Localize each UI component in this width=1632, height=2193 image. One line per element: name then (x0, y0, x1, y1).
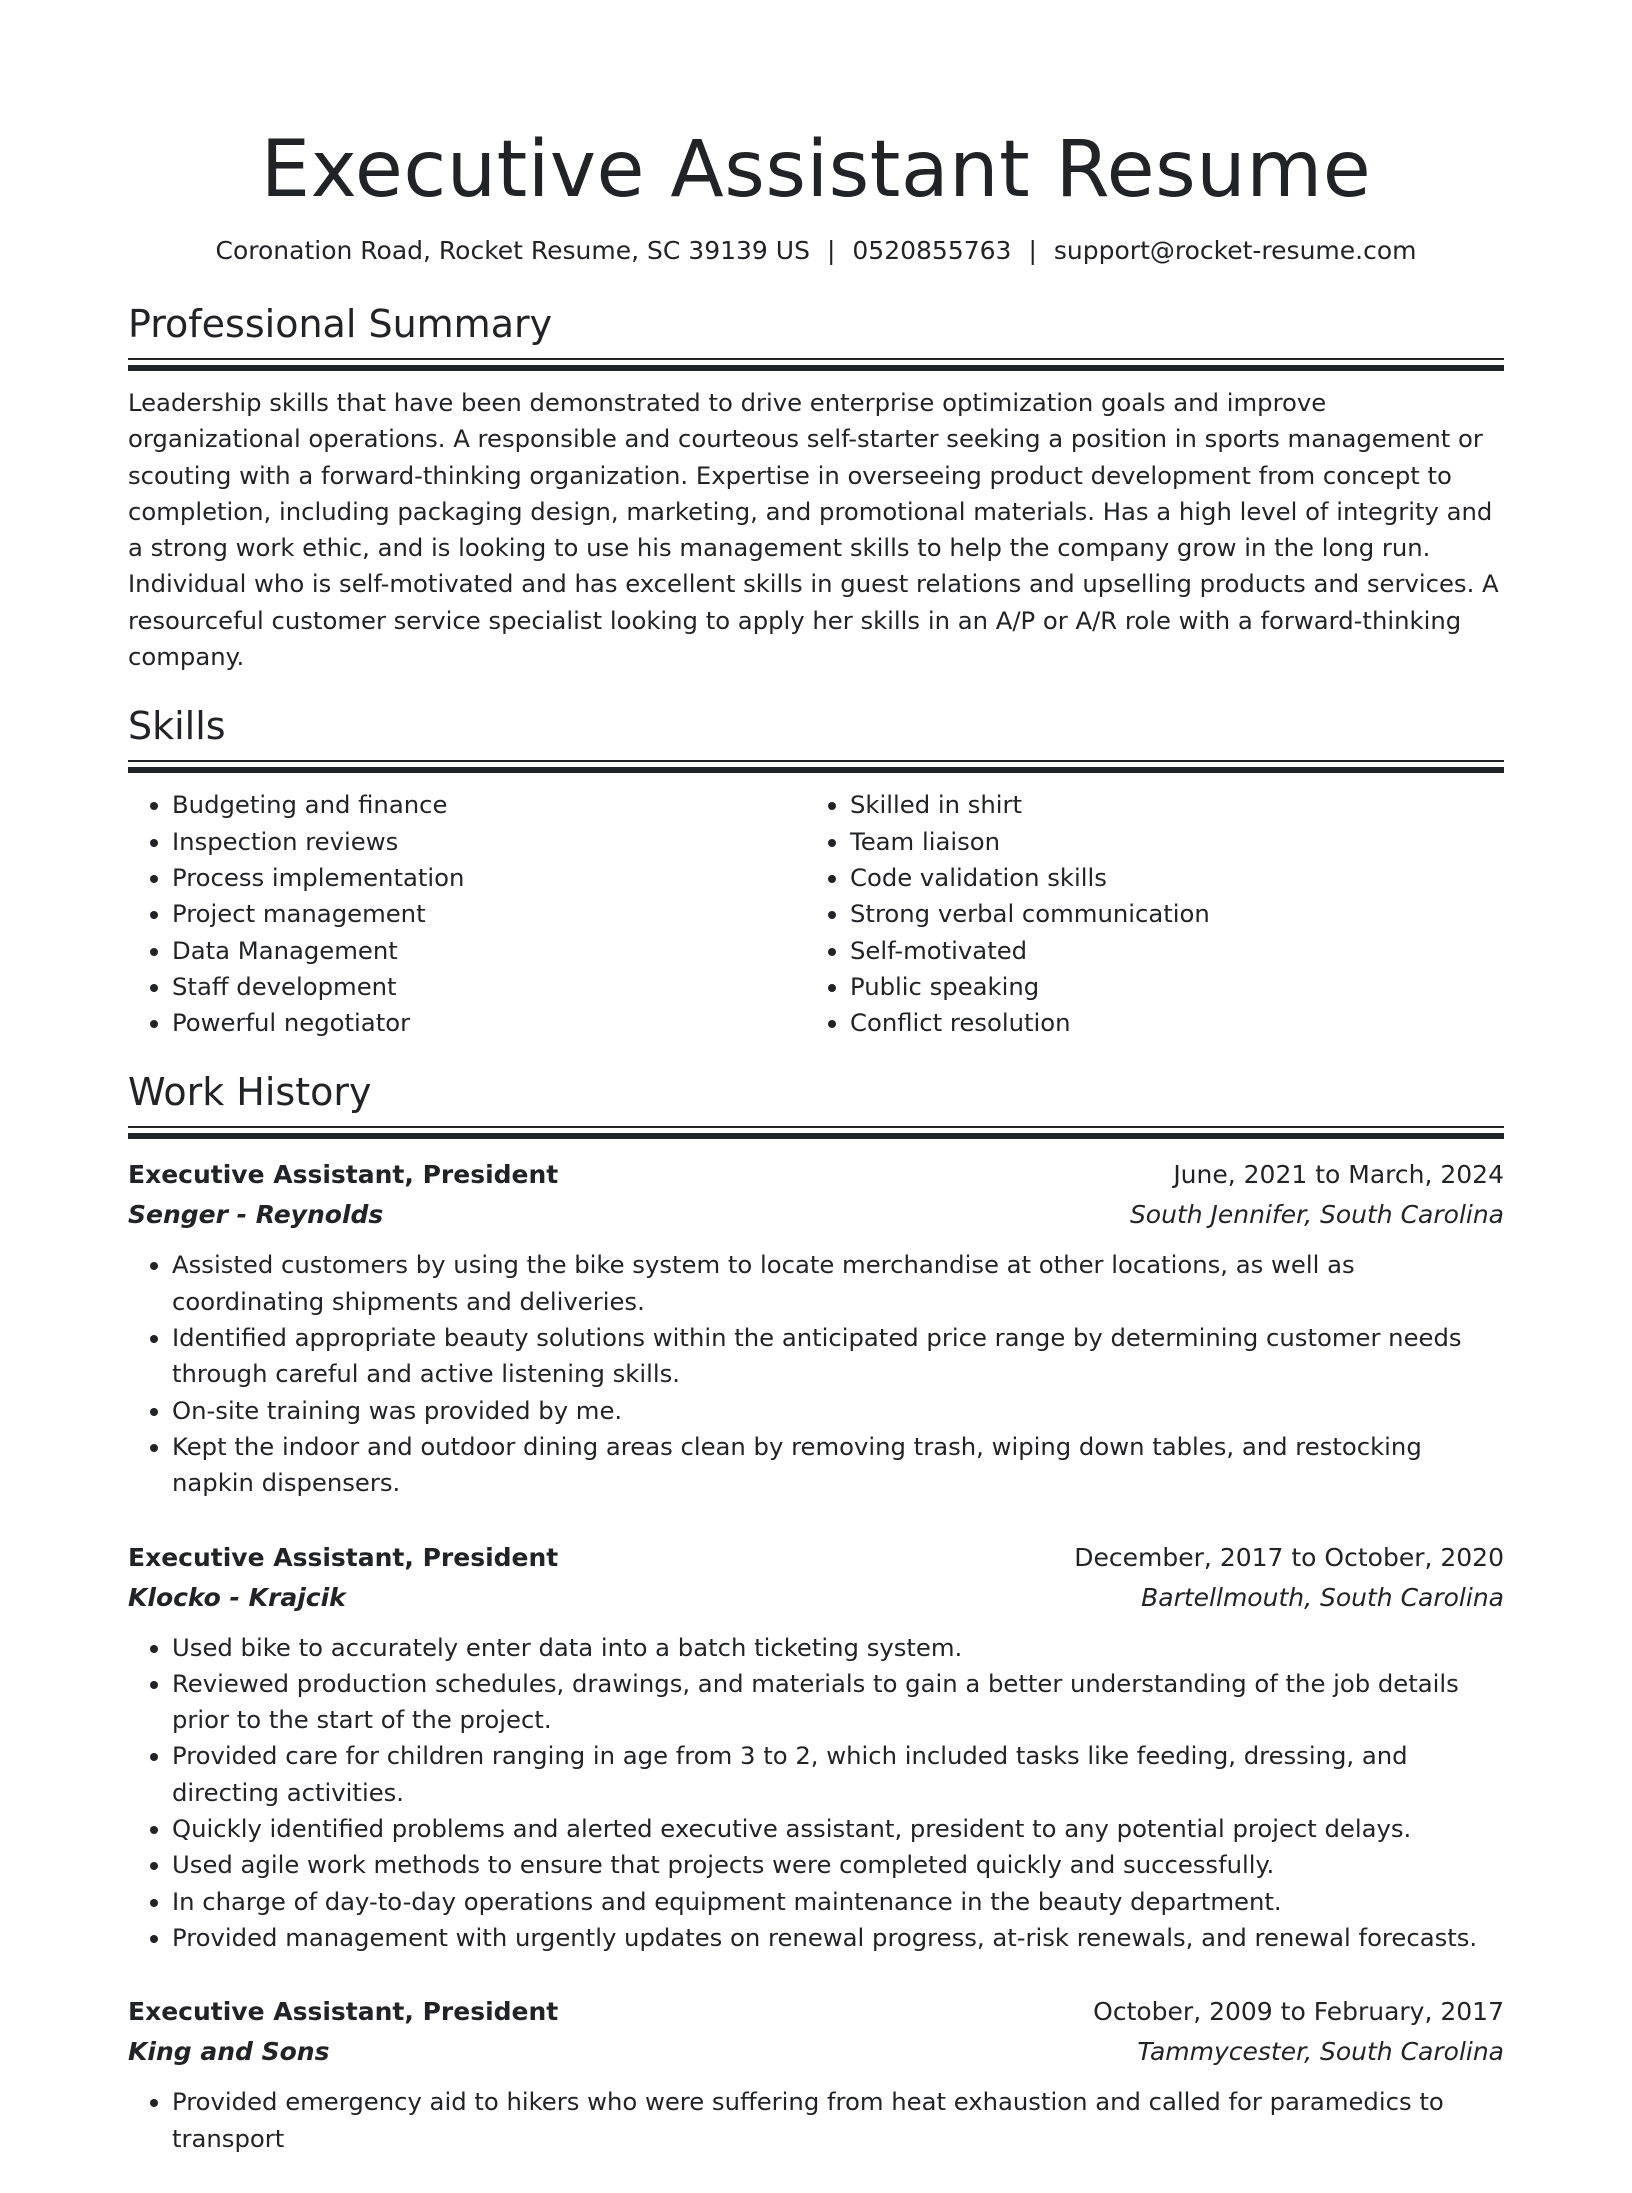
summary-section (128, 300, 1504, 675)
job-title: Executive Assistant, President (128, 1997, 559, 2027)
skill-item: • Conflict resolution (850, 1005, 1484, 1041)
job-company: Senger - Reynolds (128, 1200, 384, 1230)
skills-section (128, 702, 1504, 1041)
contact-separator: | (1028, 236, 1037, 265)
summary-heading: Professional Summary (128, 302, 553, 346)
job-location: Tammycester, South Carolina (1137, 2037, 1504, 2067)
skills-list (128, 787, 1504, 1041)
job-dates: December, 2017 to October, 2020 (1074, 1542, 1504, 1572)
job-company-row (128, 2032, 1504, 2072)
job-company: King and Sons (128, 2037, 330, 2067)
job-header-row (128, 1538, 1504, 1578)
skill-item: • Powerful negotiator (172, 1005, 806, 1041)
section-divider (128, 358, 1504, 371)
job-dates: June, 2021 to March, 2024 (1173, 1160, 1504, 1190)
job-header-row (128, 1155, 1504, 1195)
section-divider (128, 1126, 1504, 1139)
job-bullet: • Provided care for children ranging in age from 3 to 2, which included tasks like feeding, dressing, and directing activities. (172, 1738, 1504, 1811)
job-location: South Jennifer, South Carolina (1129, 1200, 1504, 1230)
skill-item: • Staff development (172, 969, 806, 1005)
job-bullet: • In charge of day-to-day operations and equipment maintenance in the beauty department. (172, 1884, 1504, 1920)
resume-page (128, 0, 1504, 2193)
job-entry (128, 1992, 1504, 2157)
job-bullet: • Assisted customers by using the bike system to locate merchandise at other locations, as well as coordinating shipments and deliveries. (172, 1247, 1504, 1320)
job-bullet: • Provided management with urgently updates on renewal progress, at-risk renewals, and renewal forecasts. (172, 1920, 1504, 1956)
job-bullets (128, 1630, 1504, 1957)
skill-item: • Budgeting and finance (172, 787, 806, 823)
job-bullets (128, 2084, 1504, 2157)
job-header-row (128, 1992, 1504, 2032)
section-divider (128, 760, 1504, 773)
job-bullet: • Reviewed production schedules, drawings, and materials to gain a better understanding of the job details prior to the start of the project. (172, 1666, 1504, 1739)
job-bullet: • Kept the indoor and outdoor dining areas clean by removing trash, wiping down tables, and restocking napkin dispensers. (172, 1429, 1504, 1502)
resume-title: Executive Assistant Resume (260, 125, 1372, 215)
job-bullets (128, 1247, 1504, 1501)
contact-email: support@rocket-resume.com (1053, 236, 1417, 265)
skill-item: • Self-motivated (850, 933, 1484, 969)
contact-phone: 0520855763 (852, 236, 1012, 265)
skill-item: • Code validation skills (850, 860, 1484, 896)
contact-line (128, 233, 1504, 269)
job-bullet: • Provided emergency aid to hikers who were suffering from heat exhaustion and called for paramedics to transport (172, 2084, 1504, 2157)
job-entry (128, 1155, 1504, 1501)
skills-column-left (128, 787, 806, 1041)
work-history-section (128, 1068, 1504, 2156)
skill-item: • Data Management (172, 933, 806, 969)
job-bullet: • On-site training was provided by me. (172, 1393, 1504, 1429)
job-dates: October, 2009 to February, 2017 (1093, 1997, 1504, 2027)
skill-item: • Inspection reviews (172, 824, 806, 860)
job-company-row (128, 1578, 1504, 1618)
work-history-heading: Work History (128, 1070, 372, 1115)
skill-item: • Team liaison (850, 824, 1484, 860)
skill-item: • Skilled in shirt (850, 787, 1484, 823)
job-company: Klocko - Krajcik (128, 1582, 346, 1612)
skill-item: • Project management (172, 896, 806, 932)
skills-heading: Skills (128, 704, 226, 749)
skill-item: • Process implementation (172, 860, 806, 896)
skill-item: • Strong verbal communication (850, 896, 1484, 932)
skills-column-right (806, 787, 1484, 1041)
summary-text: Leadership skills that have been demonstrated to drive enterprise optimization goals and improve organizational operations. A responsible and courteous self-starter seeking a position in sports management or scouting with a forward-thinking organization. Expertise in overseeing product development from concept to completion, including packaging design, marketing, and promotional materials. Has a high level of integrity and a strong work ethic, and is looking to use his management skills to help the company grow in the long run. Individual who is self-motivated and has excellent skills in guest relations and upselling products and services. A resourceful customer service specialist looking to apply her skills in an A/P or A/R role with a forward-thinking company. (128, 388, 1499, 672)
job-location: Bartellmouth, South Carolina (1141, 1582, 1504, 1612)
job-title: Executive Assistant, President (128, 1542, 559, 1572)
job-bullet: • Quickly identified problems and alerted executive assistant, president to any potential project delays. (172, 1811, 1504, 1847)
job-bullet: • Used bike to accurately enter data into a batch ticketing system. (172, 1630, 1504, 1666)
job-company-row (128, 1195, 1504, 1235)
contact-separator: | (826, 236, 836, 265)
job-entry (128, 1538, 1504, 1957)
skill-item: • Public speaking (850, 969, 1484, 1005)
job-title: Executive Assistant, President (128, 1160, 559, 1190)
contact-address: Coronation Road, Rocket Resume, SC 39139 US (215, 236, 810, 265)
job-bullet: • Used agile work methods to ensure that projects were completed quickly and successfully. (172, 1847, 1504, 1883)
job-bullet: • Identified appropriate beauty solutions within the anticipated price range by determining customer needs through careful and active listening skills. (172, 1320, 1504, 1393)
